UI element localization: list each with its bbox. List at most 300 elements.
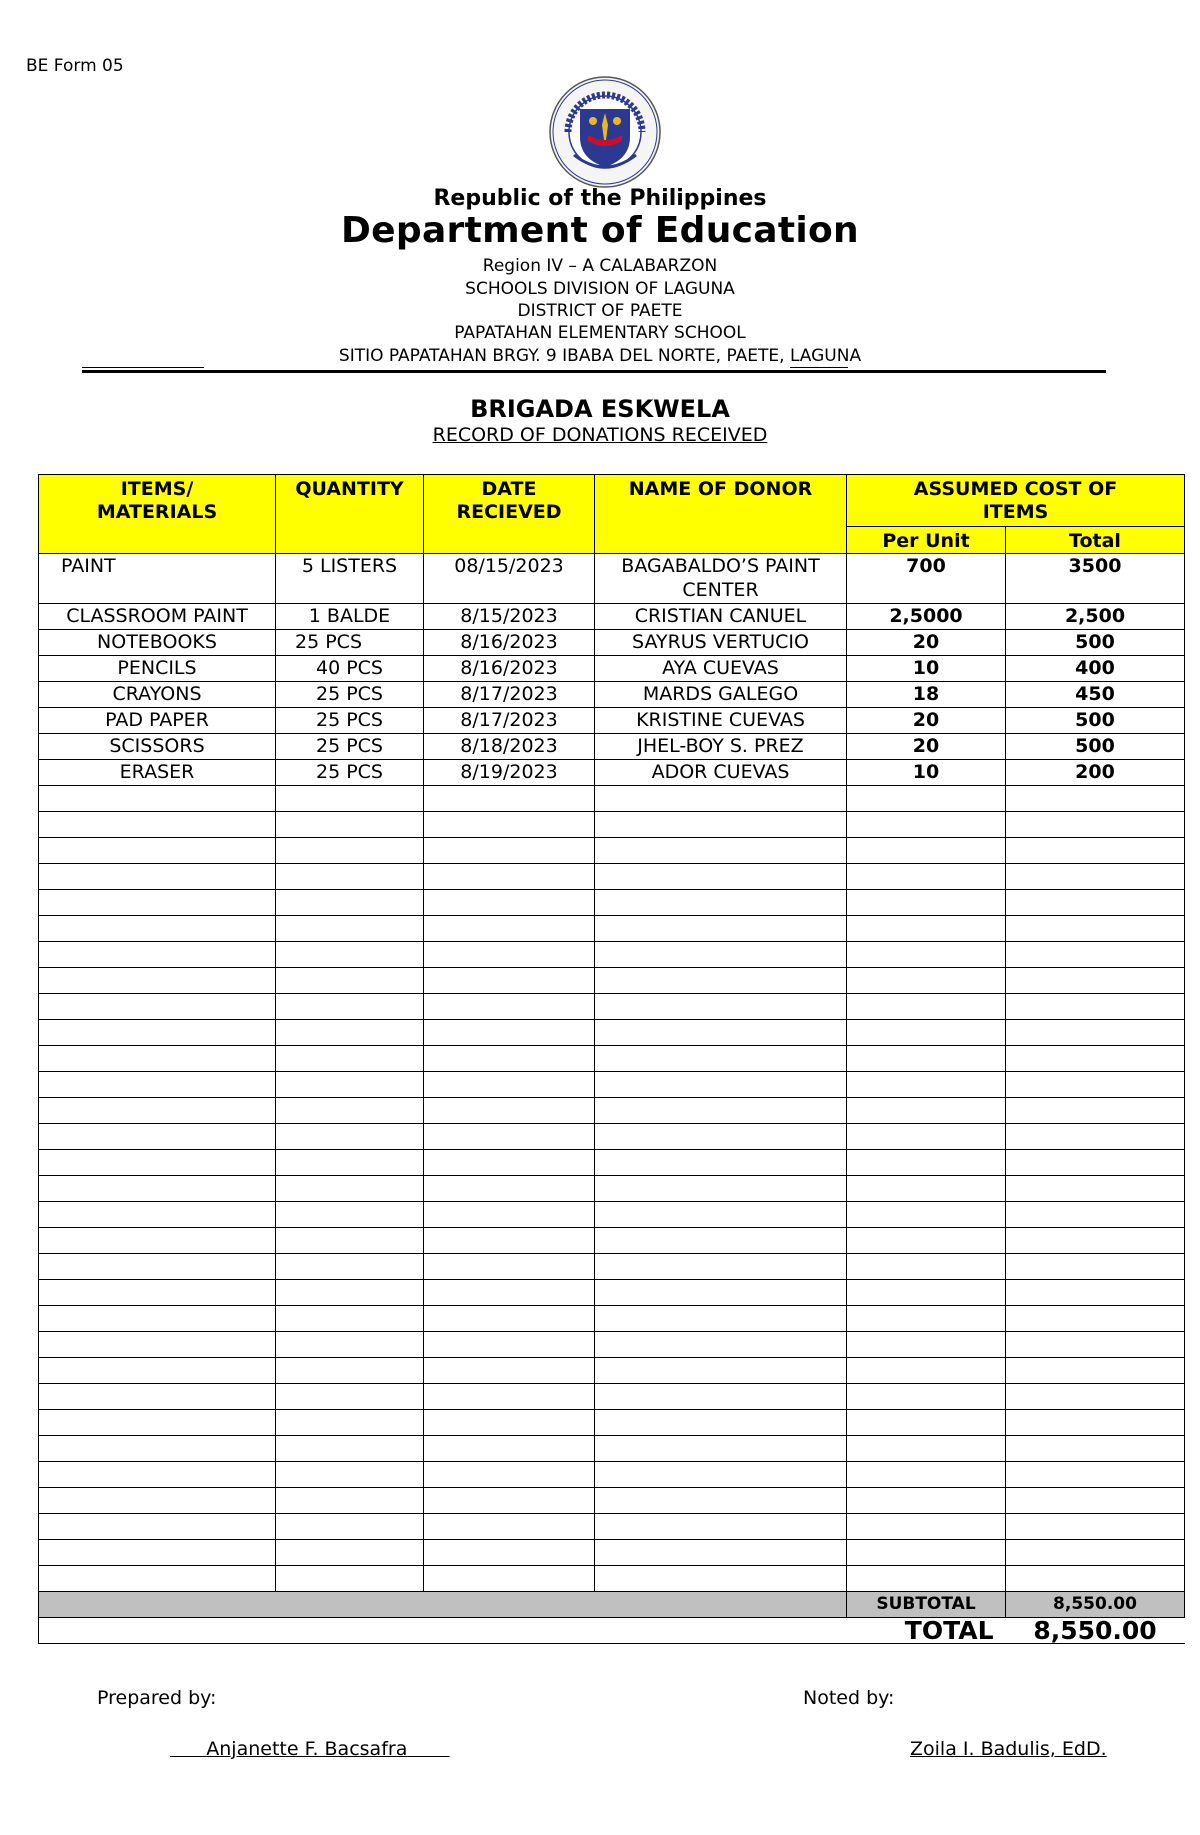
empty-cell <box>595 1514 847 1540</box>
col-per-unit-label: Per Unit <box>882 530 970 552</box>
empty-cell <box>39 1488 276 1514</box>
cell-date: 8/19/2023 <box>424 760 595 786</box>
empty-cell <box>847 864 1006 890</box>
empty-row <box>39 812 1185 838</box>
empty-cell <box>39 1358 276 1384</box>
total-row <box>39 1618 1185 1644</box>
empty-row <box>39 1436 1185 1462</box>
empty-cell <box>39 1150 276 1176</box>
subtotal-value: 8,550.00 <box>1006 1592 1185 1618</box>
empty-cell <box>595 1254 847 1280</box>
empty-cell <box>595 864 847 890</box>
cell-date: 8/17/2023 <box>424 682 595 708</box>
empty-cell <box>276 1358 424 1384</box>
col-quantity-header <box>276 475 424 554</box>
cell-item: SCISSORS <box>39 734 276 760</box>
table-row <box>39 760 1185 786</box>
empty-cell <box>39 1384 276 1410</box>
empty-cell <box>276 1410 424 1436</box>
empty-cell <box>39 1514 276 1540</box>
header-divider-accent-right <box>790 367 848 368</box>
empty-cell <box>1006 1124 1185 1150</box>
table-row <box>39 682 1185 708</box>
district-line: DISTRICT OF PAETE <box>517 301 683 321</box>
empty-row <box>39 1176 1185 1202</box>
empty-cell <box>847 994 1006 1020</box>
empty-row <box>39 1098 1185 1124</box>
empty-cell <box>39 1072 276 1098</box>
cell-per-unit: 20 <box>847 630 1006 656</box>
empty-cell <box>276 838 424 864</box>
cell-donor: BAGABALDO’S PAINT CENTER <box>595 554 847 604</box>
empty-cell <box>276 1046 424 1072</box>
empty-cell <box>595 1384 847 1410</box>
empty-cell <box>424 916 595 942</box>
empty-cell <box>847 1306 1006 1332</box>
cell-quantity: 40 PCS <box>276 656 424 682</box>
empty-row <box>39 864 1185 890</box>
empty-cell <box>595 1410 847 1436</box>
empty-cell <box>424 1410 595 1436</box>
empty-cell <box>424 1176 595 1202</box>
prepared-by-label: Prepared by: <box>97 1687 217 1709</box>
empty-cell <box>847 1254 1006 1280</box>
empty-cell <box>276 864 424 890</box>
empty-row <box>39 838 1185 864</box>
empty-cell <box>39 1098 276 1124</box>
cell-date: 8/17/2023 <box>424 708 595 734</box>
col-donor-label: NAME OF DONOR <box>628 478 813 500</box>
empty-cell <box>276 1384 424 1410</box>
subtotal-fill <box>39 1592 847 1618</box>
col-items-header <box>39 475 276 554</box>
empty-cell <box>39 1046 276 1072</box>
cell-donor: CRISTIAN CANUEL <box>595 604 847 630</box>
empty-row <box>39 1384 1185 1410</box>
cell-per-unit: 20 <box>847 708 1006 734</box>
empty-cell <box>595 1462 847 1488</box>
empty-cell <box>276 1150 424 1176</box>
empty-cell <box>595 1280 847 1306</box>
cell-quantity: 25 PCS <box>276 760 424 786</box>
empty-cell <box>595 812 847 838</box>
total-value: 8,550.00 <box>1006 1618 1185 1644</box>
empty-cell <box>1006 1176 1185 1202</box>
cell-donor: JHEL-BOY S. PREZ <box>595 734 847 760</box>
empty-cell <box>595 1020 847 1046</box>
address-line: SITIO PAPATAHAN BRGY. 9 IBABA DEL NORTE, PAETE, LAGUNA <box>338 346 862 366</box>
empty-cell <box>39 1306 276 1332</box>
empty-cell <box>39 786 276 812</box>
cell-total: 400 <box>1006 656 1185 682</box>
empty-cell <box>39 1254 276 1280</box>
empty-cell <box>424 1332 595 1358</box>
empty-cell <box>276 1436 424 1462</box>
school-line: PAPATAHAN ELEMENTARY SCHOOL <box>454 323 746 343</box>
col-total-label: Total <box>1069 530 1121 552</box>
empty-cell <box>1006 1098 1185 1124</box>
empty-cell <box>595 916 847 942</box>
cell-donor: MARDS GALEGO <box>595 682 847 708</box>
empty-cell <box>595 1176 847 1202</box>
department-heading: Department of Education <box>341 210 859 251</box>
form-subtitle: RECORD OF DONATIONS RECEIVED <box>432 424 768 446</box>
cell-donor: KRISTINE CUEVAS <box>595 708 847 734</box>
cell-quantity: 1 BALDE <box>276 604 424 630</box>
empty-cell <box>1006 1306 1185 1332</box>
col-quantity-label: QUANTITY <box>295 478 404 500</box>
empty-cell <box>276 812 424 838</box>
empty-cell <box>39 1410 276 1436</box>
empty-cell <box>1006 1228 1185 1254</box>
empty-cell <box>847 1436 1006 1462</box>
empty-cell <box>39 968 276 994</box>
empty-cell <box>39 1462 276 1488</box>
empty-cell <box>847 1124 1006 1150</box>
empty-cell <box>424 1514 595 1540</box>
empty-cell <box>424 1072 595 1098</box>
form-code: BE Form 05 <box>26 56 124 76</box>
empty-cell <box>424 838 595 864</box>
cell-item: PAD PAPER <box>39 708 276 734</box>
empty-cell <box>847 1072 1006 1098</box>
empty-cell <box>847 1150 1006 1176</box>
empty-cell <box>847 1176 1006 1202</box>
empty-row <box>39 1228 1185 1254</box>
col-cost-label: ASSUMED COST OF ITEMS <box>913 478 1118 523</box>
empty-cell <box>847 1098 1006 1124</box>
table-row <box>39 554 1185 604</box>
empty-cell <box>1006 994 1185 1020</box>
empty-cell <box>276 1228 424 1254</box>
empty-cell <box>39 812 276 838</box>
empty-cell <box>276 1566 424 1592</box>
empty-cell <box>1006 1072 1185 1098</box>
empty-cell <box>1006 890 1185 916</box>
empty-cell <box>847 1514 1006 1540</box>
empty-cell <box>424 1540 595 1566</box>
empty-cell <box>595 838 847 864</box>
empty-row <box>39 942 1185 968</box>
empty-cell <box>424 994 595 1020</box>
empty-row <box>39 1488 1185 1514</box>
cell-item: ERASER <box>39 760 276 786</box>
empty-cell <box>847 1410 1006 1436</box>
empty-cell <box>595 786 847 812</box>
subtotal-row <box>39 1592 1185 1618</box>
empty-cell <box>39 1020 276 1046</box>
empty-row <box>39 1020 1185 1046</box>
cell-per-unit: 18 <box>847 682 1006 708</box>
empty-row <box>39 994 1185 1020</box>
empty-cell <box>595 942 847 968</box>
empty-cell <box>847 942 1006 968</box>
empty-cell <box>39 1228 276 1254</box>
cell-total: 3500 <box>1006 554 1185 604</box>
cell-total: 450 <box>1006 682 1185 708</box>
empty-cell <box>595 994 847 1020</box>
empty-cell <box>424 1228 595 1254</box>
empty-cell <box>276 1332 424 1358</box>
header-divider <box>82 370 1106 373</box>
empty-cell <box>276 1280 424 1306</box>
cell-per-unit: 20 <box>847 734 1006 760</box>
cell-total: 500 <box>1006 734 1185 760</box>
empty-cell <box>424 1150 595 1176</box>
empty-cell <box>39 994 276 1020</box>
empty-cell <box>595 890 847 916</box>
empty-cell <box>595 1202 847 1228</box>
cell-date: 8/18/2023 <box>424 734 595 760</box>
empty-cell <box>424 968 595 994</box>
empty-cell <box>847 1384 1006 1410</box>
col-items-label: ITEMS/ MATERIALS <box>96 478 218 523</box>
empty-cell <box>276 890 424 916</box>
empty-cell <box>424 864 595 890</box>
empty-row <box>39 1280 1185 1306</box>
empty-cell <box>1006 812 1185 838</box>
empty-cell <box>1006 864 1185 890</box>
empty-cell <box>1006 1202 1185 1228</box>
empty-row <box>39 1514 1185 1540</box>
cell-quantity: 25 PCS <box>276 734 424 760</box>
empty-cell <box>1006 1150 1185 1176</box>
empty-cell <box>595 1228 847 1254</box>
empty-cell <box>424 1202 595 1228</box>
empty-cell <box>1006 1410 1185 1436</box>
empty-cell <box>847 1046 1006 1072</box>
empty-cell <box>424 1020 595 1046</box>
empty-row <box>39 1540 1185 1566</box>
empty-row <box>39 1046 1185 1072</box>
empty-cell <box>595 1046 847 1072</box>
empty-cell <box>276 1540 424 1566</box>
empty-cell <box>1006 786 1185 812</box>
empty-cell <box>39 1280 276 1306</box>
donations-table <box>38 474 1185 1644</box>
noted-by-label: Noted by: <box>803 1687 895 1709</box>
empty-cell <box>276 1488 424 1514</box>
table-row <box>39 708 1185 734</box>
empty-cell <box>276 1462 424 1488</box>
division-line: SCHOOLS DIVISION OF LAGUNA <box>465 279 735 299</box>
empty-cell <box>424 890 595 916</box>
empty-cell <box>595 1098 847 1124</box>
empty-cell <box>424 1124 595 1150</box>
republic-heading: Republic of the Philippines <box>433 186 767 211</box>
empty-cell <box>39 1176 276 1202</box>
empty-cell <box>276 1124 424 1150</box>
empty-cell <box>847 968 1006 994</box>
empty-cell <box>1006 838 1185 864</box>
cell-date: 8/16/2023 <box>424 630 595 656</box>
empty-cell <box>847 1020 1006 1046</box>
empty-cell <box>847 1228 1006 1254</box>
empty-cell <box>1006 1514 1185 1540</box>
cell-date: 8/15/2023 <box>424 604 595 630</box>
deped-seal-icon <box>548 75 662 189</box>
empty-cell <box>1006 1436 1185 1462</box>
empty-cell <box>39 1202 276 1228</box>
cell-per-unit: 2,5000 <box>847 604 1006 630</box>
region-line: Region IV – A CALABARZON <box>482 256 718 276</box>
empty-cell <box>39 916 276 942</box>
empty-cell <box>39 1436 276 1462</box>
cell-date: 8/16/2023 <box>424 656 595 682</box>
empty-cell <box>847 890 1006 916</box>
empty-cell <box>1006 1566 1185 1592</box>
empty-cell <box>39 1566 276 1592</box>
empty-cell <box>424 1046 595 1072</box>
cell-quantity: 25 PCS <box>276 682 424 708</box>
empty-cell <box>595 1488 847 1514</box>
empty-cell <box>1006 1332 1185 1358</box>
empty-cell <box>847 786 1006 812</box>
empty-cell <box>595 1306 847 1332</box>
col-donor-header <box>595 475 847 554</box>
empty-row <box>39 1072 1185 1098</box>
empty-cell <box>39 1332 276 1358</box>
empty-row <box>39 916 1185 942</box>
empty-cell <box>1006 1540 1185 1566</box>
empty-cell <box>595 1072 847 1098</box>
empty-cell <box>276 916 424 942</box>
empty-cell <box>39 942 276 968</box>
empty-cell <box>1006 1488 1185 1514</box>
cell-quantity: 25 PCS <box>276 630 424 656</box>
empty-cell <box>847 838 1006 864</box>
empty-cell <box>1006 1020 1185 1046</box>
table-row <box>39 656 1185 682</box>
empty-cell <box>595 968 847 994</box>
empty-cell <box>39 1540 276 1566</box>
empty-cell <box>276 1098 424 1124</box>
empty-cell <box>39 864 276 890</box>
cell-total: 500 <box>1006 630 1185 656</box>
empty-cell <box>1006 968 1185 994</box>
cell-quantity: 25 PCS <box>276 708 424 734</box>
empty-cell <box>847 1332 1006 1358</box>
cell-donor: AYA CUEVAS <box>595 656 847 682</box>
empty-cell <box>595 1540 847 1566</box>
empty-cell <box>1006 1462 1185 1488</box>
empty-cell <box>1006 1254 1185 1280</box>
empty-row <box>39 786 1185 812</box>
empty-cell <box>1006 942 1185 968</box>
empty-cell <box>1006 1384 1185 1410</box>
empty-cell <box>847 1488 1006 1514</box>
noted-by-name: Zoila I. Badulis, EdD. <box>910 1738 1107 1760</box>
empty-cell <box>276 1202 424 1228</box>
empty-cell <box>276 1306 424 1332</box>
empty-cell <box>847 812 1006 838</box>
empty-cell <box>276 994 424 1020</box>
empty-cell <box>424 812 595 838</box>
header-divider-accent <box>82 367 204 368</box>
empty-cell <box>1006 916 1185 942</box>
cell-per-unit: 700 <box>847 554 1006 604</box>
empty-cell <box>276 1176 424 1202</box>
form-title: BRIGADA ESKWELA <box>470 395 730 423</box>
empty-cell <box>424 1566 595 1592</box>
empty-cell <box>847 1540 1006 1566</box>
empty-cell <box>276 1020 424 1046</box>
col-cost-header <box>847 475 1185 527</box>
empty-cell <box>276 1254 424 1280</box>
total-label: TOTAL <box>847 1618 1006 1644</box>
subtotal-label: SUBTOTAL <box>847 1592 1006 1618</box>
empty-cell <box>1006 1358 1185 1384</box>
empty-cell <box>847 1202 1006 1228</box>
empty-row <box>39 1566 1185 1592</box>
empty-cell <box>1006 1046 1185 1072</box>
col-date-header <box>424 475 595 554</box>
empty-row <box>39 1124 1185 1150</box>
empty-cell <box>424 1462 595 1488</box>
empty-row <box>39 1462 1185 1488</box>
empty-cell <box>424 1488 595 1514</box>
empty-cell <box>595 1150 847 1176</box>
col-per-unit-header <box>847 527 1006 554</box>
empty-cell <box>595 1332 847 1358</box>
empty-row <box>39 1358 1185 1384</box>
empty-cell <box>424 1254 595 1280</box>
col-date-label: DATE RECIEVED <box>456 478 562 523</box>
empty-cell <box>847 1462 1006 1488</box>
table-row <box>39 630 1185 656</box>
prepared-by-signature <box>170 1738 450 1760</box>
cell-date: 08/15/2023 <box>424 554 595 604</box>
cell-item: PENCILS <box>39 656 276 682</box>
table-row <box>39 604 1185 630</box>
empty-cell <box>39 890 276 916</box>
empty-row <box>39 1306 1185 1332</box>
empty-cell <box>276 942 424 968</box>
empty-row <box>39 1332 1185 1358</box>
cell-per-unit: 10 <box>847 760 1006 786</box>
empty-cell <box>39 838 276 864</box>
empty-row <box>39 968 1185 994</box>
empty-row <box>39 1410 1185 1436</box>
total-fill <box>39 1618 847 1644</box>
prepared-by-name: Anjanette F. Bacsafra <box>206 1738 408 1760</box>
cell-total: 2,500 <box>1006 604 1185 630</box>
empty-cell <box>847 1358 1006 1384</box>
col-total-header <box>1006 527 1185 554</box>
empty-cell <box>424 942 595 968</box>
empty-cell <box>1006 1280 1185 1306</box>
table-row <box>39 734 1185 760</box>
empty-cell <box>424 1280 595 1306</box>
empty-cell <box>847 1566 1006 1592</box>
empty-cell <box>424 1436 595 1462</box>
empty-row <box>39 890 1185 916</box>
empty-cell <box>595 1124 847 1150</box>
cell-donor: ADOR CUEVAS <box>595 760 847 786</box>
empty-cell <box>847 1280 1006 1306</box>
cell-item: PAINT <box>39 554 276 604</box>
empty-cell <box>276 786 424 812</box>
empty-cell <box>595 1358 847 1384</box>
empty-cell <box>276 1514 424 1540</box>
empty-cell <box>595 1436 847 1462</box>
cell-item: CLASSROOM PAINT <box>39 604 276 630</box>
empty-row <box>39 1202 1185 1228</box>
cell-per-unit: 10 <box>847 656 1006 682</box>
empty-cell <box>595 1566 847 1592</box>
cell-total: 200 <box>1006 760 1185 786</box>
cell-item: CRAYONS <box>39 682 276 708</box>
